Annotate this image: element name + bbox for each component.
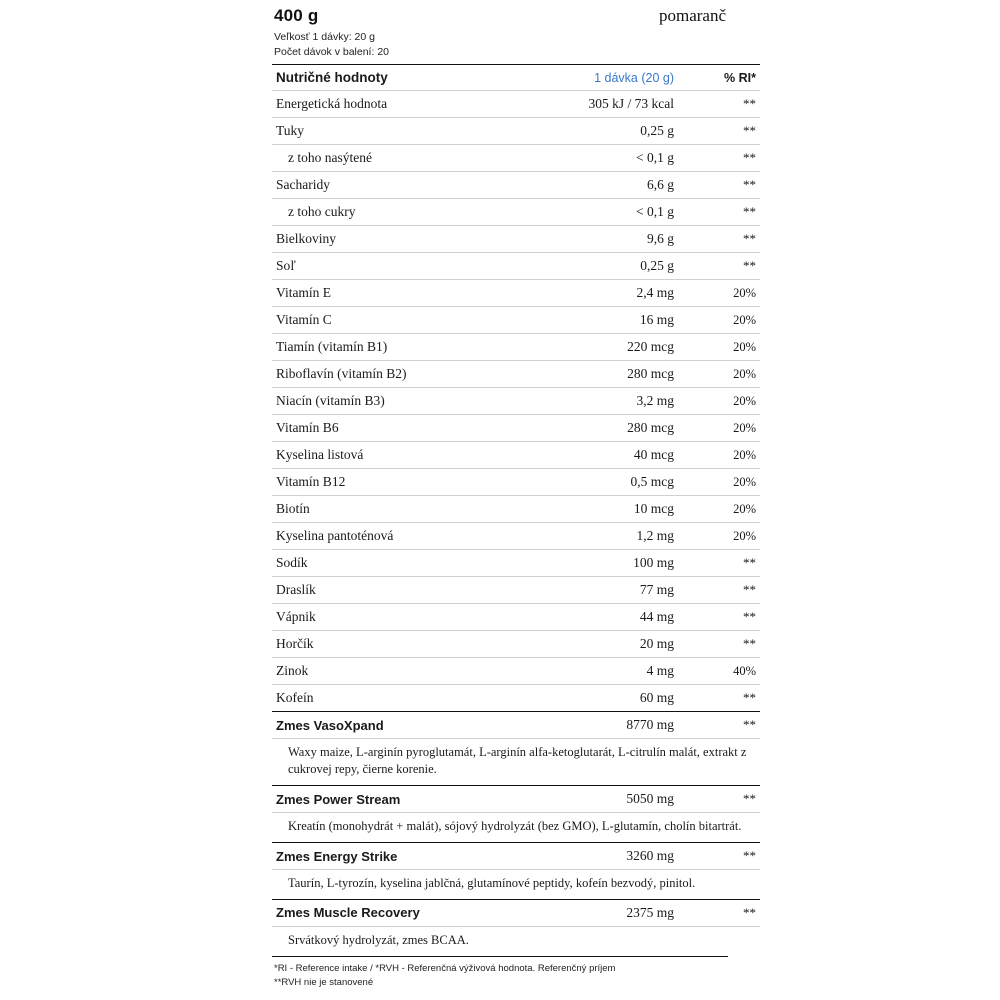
table-row <box>272 550 760 577</box>
row-label: Horčík <box>272 631 530 658</box>
row-ri: ** <box>686 199 760 226</box>
row-ri: ** <box>686 226 760 253</box>
blend-row <box>272 899 760 926</box>
row-label: Kyselina pantoténová <box>272 523 530 550</box>
blend-row <box>272 712 760 739</box>
row-value: 9,6 g <box>530 226 686 253</box>
serving-info <box>272 28 728 64</box>
row-ri: 20% <box>686 334 760 361</box>
row-value: 10 mcg <box>530 496 686 523</box>
row-label: Zmes Energy Strike <box>272 843 530 870</box>
row-label: Draslík <box>272 577 530 604</box>
row-ri: ** <box>686 253 760 280</box>
row-value: 305 kJ / 73 kcal <box>530 91 686 118</box>
row-label: Sacharidy <box>272 172 530 199</box>
row-label: Riboflavín (vitamín B2) <box>272 361 530 388</box>
table-row <box>272 145 760 172</box>
blend-ingredients: Waxy maize, L-arginín pyroglutamát, L-arginín alfa-ketoglutarát, L-citrulín malát, extrakt z cukrovej repy, čierne korenie. <box>272 739 760 786</box>
table-row <box>272 91 760 118</box>
footnotes <box>272 956 728 991</box>
column-header-ri: % RI* <box>686 65 760 91</box>
table-row <box>272 523 760 550</box>
row-value: 0,25 g <box>530 118 686 145</box>
row-value: 2375 mg <box>530 899 686 926</box>
table-row <box>272 118 760 145</box>
table-row <box>272 469 760 496</box>
row-label: z toho cukry <box>272 199 530 226</box>
row-value: 1,2 mg <box>530 523 686 550</box>
nutrition-table <box>272 64 760 955</box>
row-ri: 20% <box>686 523 760 550</box>
row-ri: 20% <box>686 415 760 442</box>
row-value: 3,2 mg <box>530 388 686 415</box>
row-value: 2,4 mg <box>530 280 686 307</box>
row-value: < 0,1 g <box>530 199 686 226</box>
row-label: Vápnik <box>272 604 530 631</box>
row-ri: ** <box>686 631 760 658</box>
table-row <box>272 415 760 442</box>
row-label: Energetická hodnota <box>272 91 530 118</box>
row-label: Vitamín C <box>272 307 530 334</box>
table-row <box>272 361 760 388</box>
row-ri: ** <box>686 118 760 145</box>
row-ri: ** <box>686 172 760 199</box>
row-label: z toho nasýtené <box>272 145 530 172</box>
row-value: 8770 mg <box>530 712 686 739</box>
blend-ingredients: Taurín, L-tyrozín, kyselina jablčná, glutamínové peptidy, kofeín bezvodý, pinitol. <box>272 870 760 900</box>
table-row <box>272 685 760 712</box>
row-label: Sodík <box>272 550 530 577</box>
row-ri: 40% <box>686 658 760 685</box>
row-label: Bielkoviny <box>272 226 530 253</box>
column-header-name: Nutričné hodnoty <box>272 65 530 91</box>
row-label: Zmes Power Stream <box>272 786 530 813</box>
nutrition-table-body <box>272 65 760 956</box>
row-label: Vitamín B6 <box>272 415 530 442</box>
row-ri: 20% <box>686 280 760 307</box>
row-label: Biotín <box>272 496 530 523</box>
row-value: 280 mcg <box>530 361 686 388</box>
row-ri: 20% <box>686 496 760 523</box>
table-header-row <box>272 65 760 91</box>
row-value: 4 mg <box>530 658 686 685</box>
table-row <box>272 226 760 253</box>
row-value: 6,6 g <box>530 172 686 199</box>
servings-per-container: Počet dávok v balení: 20 <box>274 46 389 59</box>
blend-row <box>272 843 760 870</box>
footnote-rvh: **RVH nie je stanovené <box>274 977 374 989</box>
row-ri: ** <box>686 550 760 577</box>
table-row <box>272 496 760 523</box>
row-ri: ** <box>686 712 760 739</box>
package-flavour: pomaranč <box>658 6 726 25</box>
row-value: 100 mg <box>530 550 686 577</box>
row-value: 20 mg <box>530 631 686 658</box>
row-ri: ** <box>686 91 760 118</box>
row-ri: ** <box>686 786 760 813</box>
blend-ingredients: Kreatín (monohydrát + malát), sójový hydrolyzát (bez GMO), L-glutamín, cholín bitartrát. <box>272 813 760 843</box>
row-value: 0,25 g <box>530 253 686 280</box>
table-row <box>272 577 760 604</box>
row-label: Zmes VasoXpand <box>272 712 530 739</box>
blend-ingredients-row <box>272 739 760 786</box>
row-ri: 20% <box>686 361 760 388</box>
table-row <box>272 334 760 361</box>
table-row <box>272 199 760 226</box>
table-row <box>272 280 760 307</box>
row-value: < 0,1 g <box>530 145 686 172</box>
table-row <box>272 604 760 631</box>
row-label: Vitamín B12 <box>272 469 530 496</box>
row-ri: ** <box>686 577 760 604</box>
row-value: 0,5 mcg <box>530 469 686 496</box>
footnote-ri: *RI - Reference intake / *RVH - Referenčná výživová hodnota. Referenčný príjem <box>274 962 616 974</box>
table-row <box>272 658 760 685</box>
table-row <box>272 172 760 199</box>
column-header-value: 1 dávka (20 g) <box>530 65 686 91</box>
blend-ingredients: Srvátkový hydrolyzát, zmes BCAA. <box>272 926 760 955</box>
label-header <box>272 0 728 28</box>
blend-ingredients-row <box>272 813 760 843</box>
row-ri: 20% <box>686 307 760 334</box>
row-label: Kofeín <box>272 685 530 712</box>
row-value: 77 mg <box>530 577 686 604</box>
blend-ingredients-row <box>272 926 760 955</box>
row-label: Vitamín E <box>272 280 530 307</box>
row-value: 40 mcg <box>530 442 686 469</box>
row-ri: 20% <box>686 388 760 415</box>
table-row <box>272 307 760 334</box>
blend-row <box>272 786 760 813</box>
row-ri: ** <box>686 899 760 926</box>
table-row <box>272 631 760 658</box>
row-label: Zmes Muscle Recovery <box>272 899 530 926</box>
row-label: Zinok <box>272 658 530 685</box>
table-row <box>272 253 760 280</box>
serving-size: Veľkosť 1 dávky: 20 g <box>274 31 375 43</box>
row-value: 44 mg <box>530 604 686 631</box>
row-ri: ** <box>686 843 760 870</box>
row-ri: ** <box>686 685 760 712</box>
package-weight: 400 g <box>274 6 319 25</box>
row-ri: 20% <box>686 442 760 469</box>
row-value: 16 mg <box>530 307 686 334</box>
row-ri: ** <box>686 145 760 172</box>
row-label: Tuky <box>272 118 530 145</box>
row-value: 220 mcg <box>530 334 686 361</box>
nutrition-panel <box>272 0 756 1000</box>
row-ri: ** <box>686 604 760 631</box>
table-row <box>272 388 760 415</box>
row-label: Niacín (vitamín B3) <box>272 388 530 415</box>
row-value: 60 mg <box>530 685 686 712</box>
blend-ingredients-row <box>272 870 760 900</box>
row-value: 280 mcg <box>530 415 686 442</box>
row-label: Soľ <box>272 253 530 280</box>
row-label: Tiamín (vitamín B1) <box>272 334 530 361</box>
row-value: 5050 mg <box>530 786 686 813</box>
row-value: 3260 mg <box>530 843 686 870</box>
row-label: Kyselina listová <box>272 442 530 469</box>
row-ri: 20% <box>686 469 760 496</box>
table-row <box>272 442 760 469</box>
